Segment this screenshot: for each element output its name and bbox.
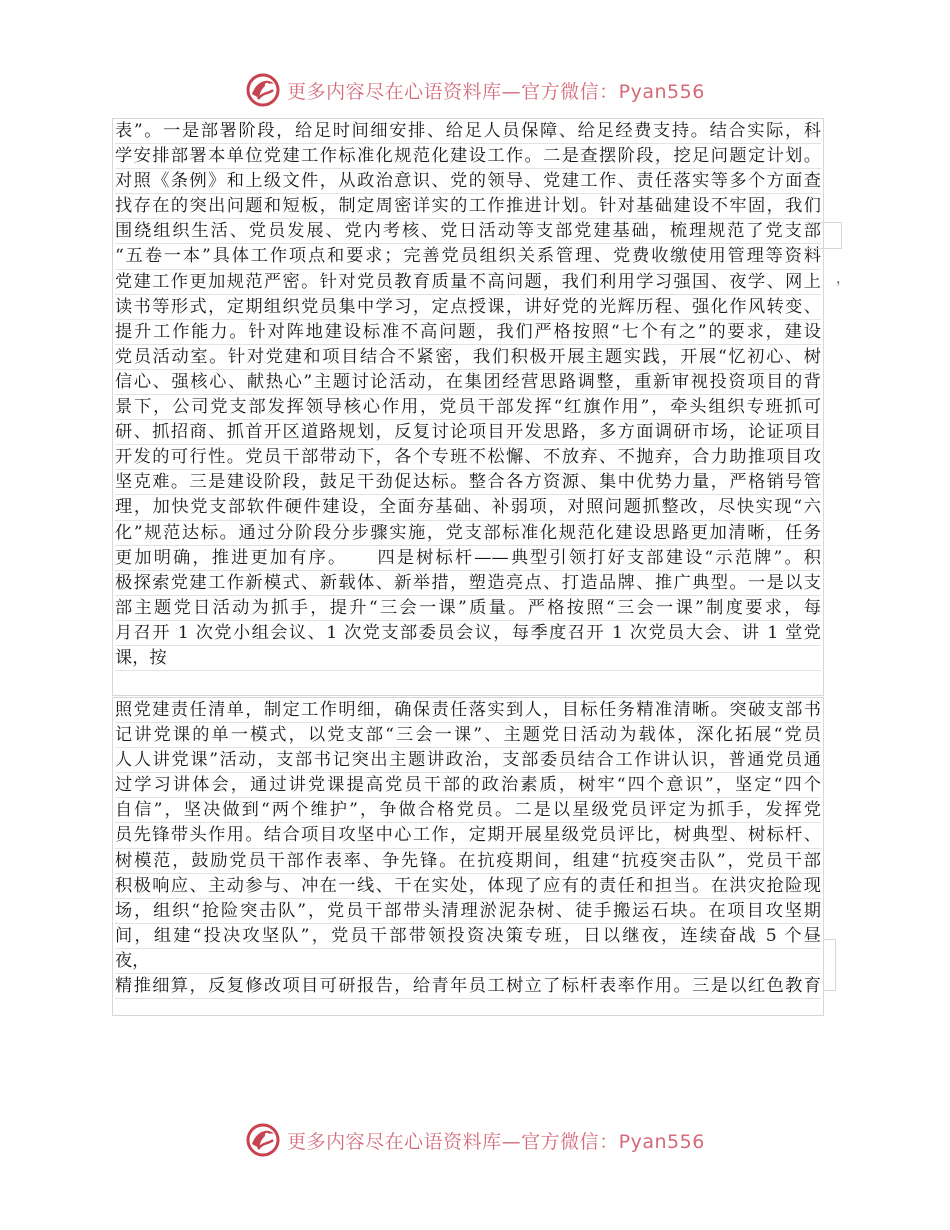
text-line: 提升工作能力。针对阵地建设标准不高问题，我们严格按照“七个有之”的要求，建设 bbox=[115, 320, 821, 345]
text-line: “五卷一本”具体工作项点和要求；完善党员组织关系管理、党费收缴使用管理等资料 bbox=[115, 244, 821, 269]
text-line: 找存在的突出问题和短板，制定周密详实的工作推进计划。针对基础建设不牢固，我们 bbox=[115, 194, 821, 219]
text-line: 理，加快党支部软件硬件建设，全面夯基础、补弱项，对照问题抓整改，尽快实现“六 bbox=[115, 495, 821, 520]
overflow-frame-2 bbox=[823, 939, 836, 991]
text-line: 记讲党课的单一模式，以党支部“三会一课”、主题党日活动为载体，深化拓展“党员 bbox=[115, 723, 821, 748]
text-line: 党员活动室。针对党建和项目结合不紧密，我们积极开展主题实践，开展“忆初心、树 bbox=[115, 345, 821, 370]
overflow-frame-1 bbox=[805, 222, 842, 249]
text-line: 化”规范达标。通过分阶段分步骤实施，党支部标准化规范化建设思路更加清晰，任务 bbox=[115, 521, 821, 546]
text-line: 精推细算，反复修改项目可研报告，给青年员工树立了标杆表率作用。三是以红色教育 bbox=[115, 974, 821, 999]
header-banner-text: 更多内容尽在心语资料库—官方微信：Pyan556 bbox=[287, 80, 705, 103]
text-line: 极探索党建工作新模式、新载体、新举措，塑造亮点、打造品牌、推广典型。一是以支 bbox=[115, 571, 821, 596]
text-line: 课，按 bbox=[115, 646, 821, 671]
text-line: 党建工作更加规范严密。针对党员教育质量不高问题，我们利用学习强国、夜学、网上 bbox=[115, 270, 821, 295]
text-block-1 bbox=[112, 118, 824, 696]
text-line: 员先锋带头作用。结合项目攻坚中心工作，定期开展星级党员评比，树典型、树标杆、 bbox=[115, 823, 821, 848]
text-line: 研、抓招商、抓首开区道路规划，反复讨论项目开发思路，多方面调研市场，论证项目 bbox=[115, 420, 821, 445]
library-logo-icon bbox=[245, 72, 281, 108]
text-line: 场，组织“抢险突击队”，党员干部带头清理淤泥杂树、徒手搬运石块。在项目攻坚期 bbox=[115, 899, 821, 924]
text-line: 照党建责任清单，制定工作明细，确保责任落实到人，目标任务精准清晰。突破支部书 bbox=[115, 698, 821, 723]
library-logo-icon bbox=[245, 1122, 281, 1158]
overflow-comma: ， bbox=[836, 271, 850, 287]
text-block-2 bbox=[112, 697, 824, 1016]
footer-banner bbox=[0, 1120, 950, 1160]
text-line: 树模范，鼓励党员干部作表率、争先锋。在抗疫期间，组建“抗疫突击队”，党员干部 bbox=[115, 849, 821, 874]
footer-banner-text: 更多内容尽在心语资料库—官方微信：Pyan556 bbox=[287, 1130, 705, 1153]
text-line: 对照《条例》和上级文件，从政治意识、党的领导、党建工作、责任落实等多个方面查 bbox=[115, 169, 821, 194]
text-line: 自信”，坚决做到“两个维护”，争做合格党员。二是以星级党员评定为抓手，发挥党 bbox=[115, 798, 821, 823]
text-line: 部主题党日活动为抓手，提升“三会一课”质量。严格按照“三会一课”制度要求，每 bbox=[115, 596, 821, 621]
text-line: 月召开 1 次党小组会议、1 次党支部委员会议，每季度召开 1 次党员大会、讲 1 堂党 bbox=[115, 621, 821, 646]
text-line: 坚克难。三是建设阶段，鼓足干劲促达标。整合各方资源、集中优势力量，严格销号管 bbox=[115, 470, 821, 495]
text-line: 信心、强核心、献热心”主题讨论活动，在集团经营思路调整，重新审视投资项目的背 bbox=[115, 370, 821, 395]
text-line: 景下，公司党支部发挥领导核心作用，党员干部发挥“红旗作用”，牵头组织专班抓可 bbox=[115, 395, 821, 420]
header-banner bbox=[0, 70, 950, 110]
text-line: 过学习讲体会，通过讲党课提高党员干部的政治素质，树牢“四个意识”，坚定“四个 bbox=[115, 773, 821, 798]
text-line: 积极响应、主动参与、冲在一线、干在实处，体现了应有的责任和担当。在洪灾抢险现 bbox=[115, 874, 821, 899]
text-line: 表”。一是部署阶段，给足时间细安排、给足人员保障、给足经费支持。结合实际，科 bbox=[115, 119, 821, 144]
text-line: 学安排部署本单位党建工作标准化规范化建设工作。二是查摆阶段，挖足问题定计划。 bbox=[115, 144, 821, 169]
text-line: 更加明确，推进更加有序。 四是树标杆——典型引领打好支部建设“示范牌”。积 bbox=[115, 546, 821, 571]
text-line: 人人讲党课”活动，支部书记突出主题讲政治，支部委员结合工作讲认识，普通党员通 bbox=[115, 748, 821, 773]
text-line: 围绕组织生活、党员发展、党内考核、党日活动等支部党建基础，梳理规范了党支部 bbox=[115, 219, 821, 244]
text-line: 读书等形式，定期组织党员集中学习，定点授课，讲好党的光辉历程、强化作风转变、 bbox=[115, 295, 821, 320]
text-line: 间，组建“投决攻坚队”，党员干部带领投资决策专班，日以继夜，连续奋战 5 个昼 bbox=[115, 924, 821, 949]
text-line: 夜， bbox=[115, 949, 821, 974]
text-line: 开发的可行性。党员干部带动下，各个专班不松懈、不放弃、不抛弃，合力助推项目攻 bbox=[115, 445, 821, 470]
